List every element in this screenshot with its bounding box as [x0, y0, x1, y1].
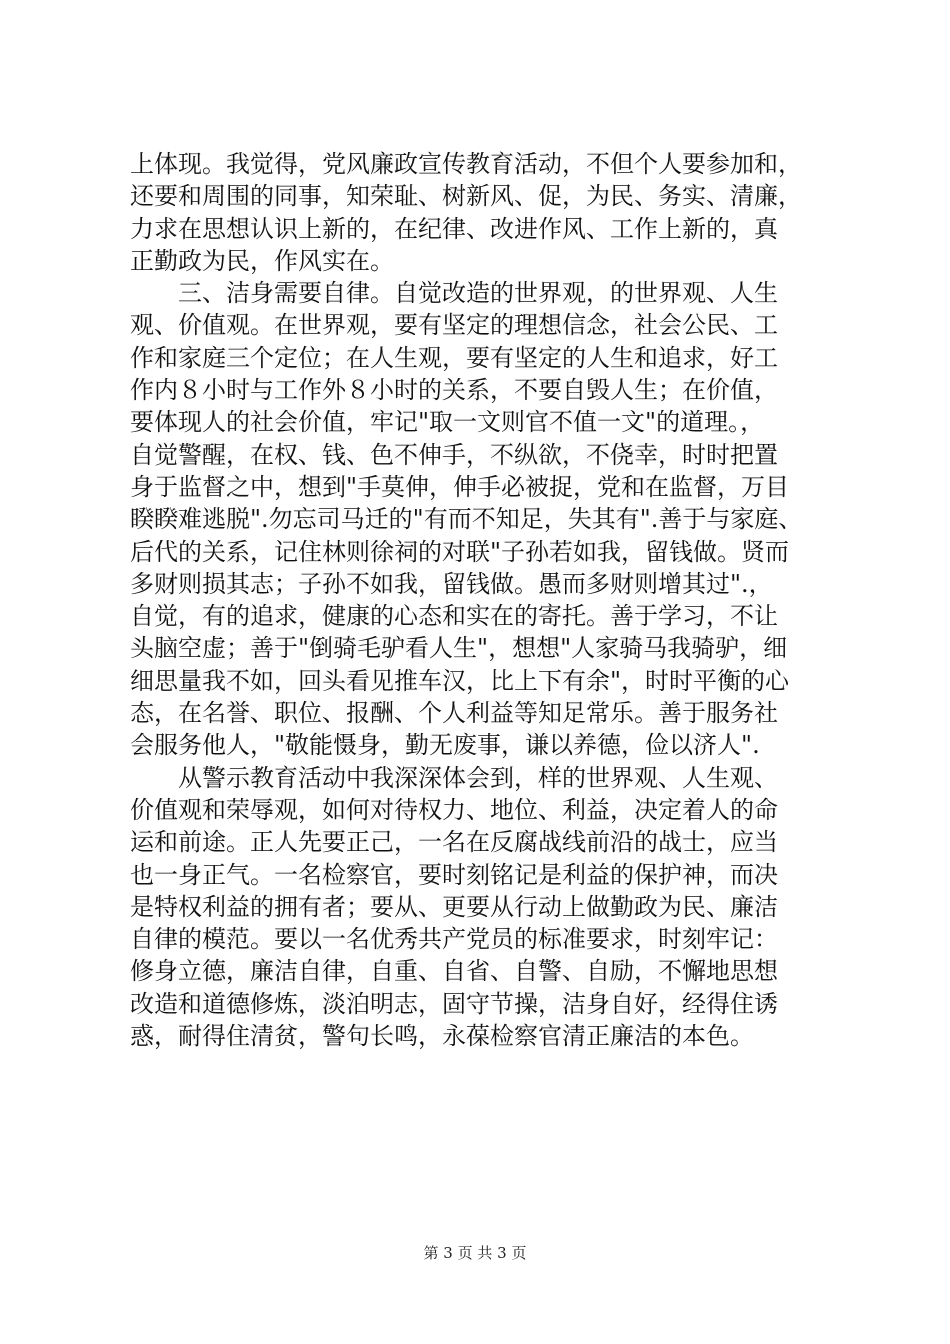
text-line: 观、价值观。在世界观，要有坚定的理想信念，社会公民、工	[130, 311, 778, 340]
text-line: 力求在思想认识上新的，在纪律、改进作风、工作上新的，真	[130, 214, 778, 243]
text-line: 自觉警醒，在权、钱、色不伸手，不纵欲，不侥幸，时时把置	[130, 440, 778, 469]
text-line: 也一身正气。一名检察官，要时刻铭记是利益的保护神，而决	[130, 860, 778, 889]
text-line: 作和家庭三个定位；在人生观，要有坚定的人生和追求，好工	[130, 343, 778, 372]
text-line: 修身立德，廉洁自律，自重、自省、自警、自励，不懈地思想	[130, 957, 778, 986]
text-line: 态，在名誉、职位、报酬、个人利益等知足常乐。善于服务社	[130, 699, 778, 728]
text-line: 上体现。我觉得，党风廉政宣传教育活动，不但个人要参加和，	[130, 150, 802, 178]
text-line: 是特权利益的拥有者；要从、更要从行动上做勤政为民、廉洁	[130, 892, 778, 921]
text-line: 运和前途。正人先要正己，一名在反腐战线前沿的战士，应当	[130, 828, 778, 857]
text-line: 价值观和荣辱观，如何对待权力、地位、利益，决定着人的命	[130, 795, 778, 824]
text-line: 改造和道德修炼，淡泊明志，固守节操，洁身自好，经得住诱	[130, 989, 778, 1018]
text-line: 睽睽难逃脱".勿忘司马迁的"有而不知足，失其有".善于与家庭、	[130, 505, 803, 534]
text-line: 从警示教育活动中我深深体会到，样的世界观、人生观、	[130, 763, 778, 792]
text-line: 后代的关系，记住林则徐祠的对联"子孙若如我，留钱做。贤而	[130, 537, 790, 566]
document-body	[130, 148, 820, 1052]
text-line: 正勤政为民，作风实在。	[130, 246, 394, 275]
page-number-footer: 第 3 页 共 3 页	[423, 1244, 527, 1262]
text-line: 作内８小时与工作外８小时的关系，不要自毁人生；在价值，	[130, 376, 778, 405]
text-line: 要体现人的社会价值，牢记"取一文则官不值一文"的道理。，	[130, 408, 765, 437]
text-line: 三、洁身需要自律。自觉改造的世界观，的世界观、人生	[130, 279, 778, 308]
text-line: 自律的模范。要以一名优秀共产党员的标准要求，时刻牢记：	[130, 925, 778, 954]
text-line: 细思量我不如，回头看见推车汉，比上下有余"，时时平衡的心	[130, 666, 790, 695]
text-line: 自觉，有的追求，健康的心态和实在的寄托。善于学习，不让	[130, 602, 778, 631]
text-line: 身于监督之中，想到"手莫伸，伸手必被捉，党和在监督，万目	[130, 472, 790, 501]
text-line: 头脑空虚；善于"倒骑毛驴看人生"，想想"人家骑马我骑驴，细	[130, 634, 788, 663]
text-line: 会服务他人，"敬能慑身，勤无废事，谦以养德，俭以济人".	[130, 731, 760, 760]
text-line: 还要和周围的同事，知荣耻、树新风、促，为民、务实、清廉，	[130, 182, 802, 211]
text-line: 惑，耐得住清贫，警句长鸣，永葆检察官清正廉洁的本色。	[130, 1022, 754, 1051]
text-line: 多财则损其志；子孙不如我，留钱做。愚而多财则增其过".，	[130, 569, 773, 598]
